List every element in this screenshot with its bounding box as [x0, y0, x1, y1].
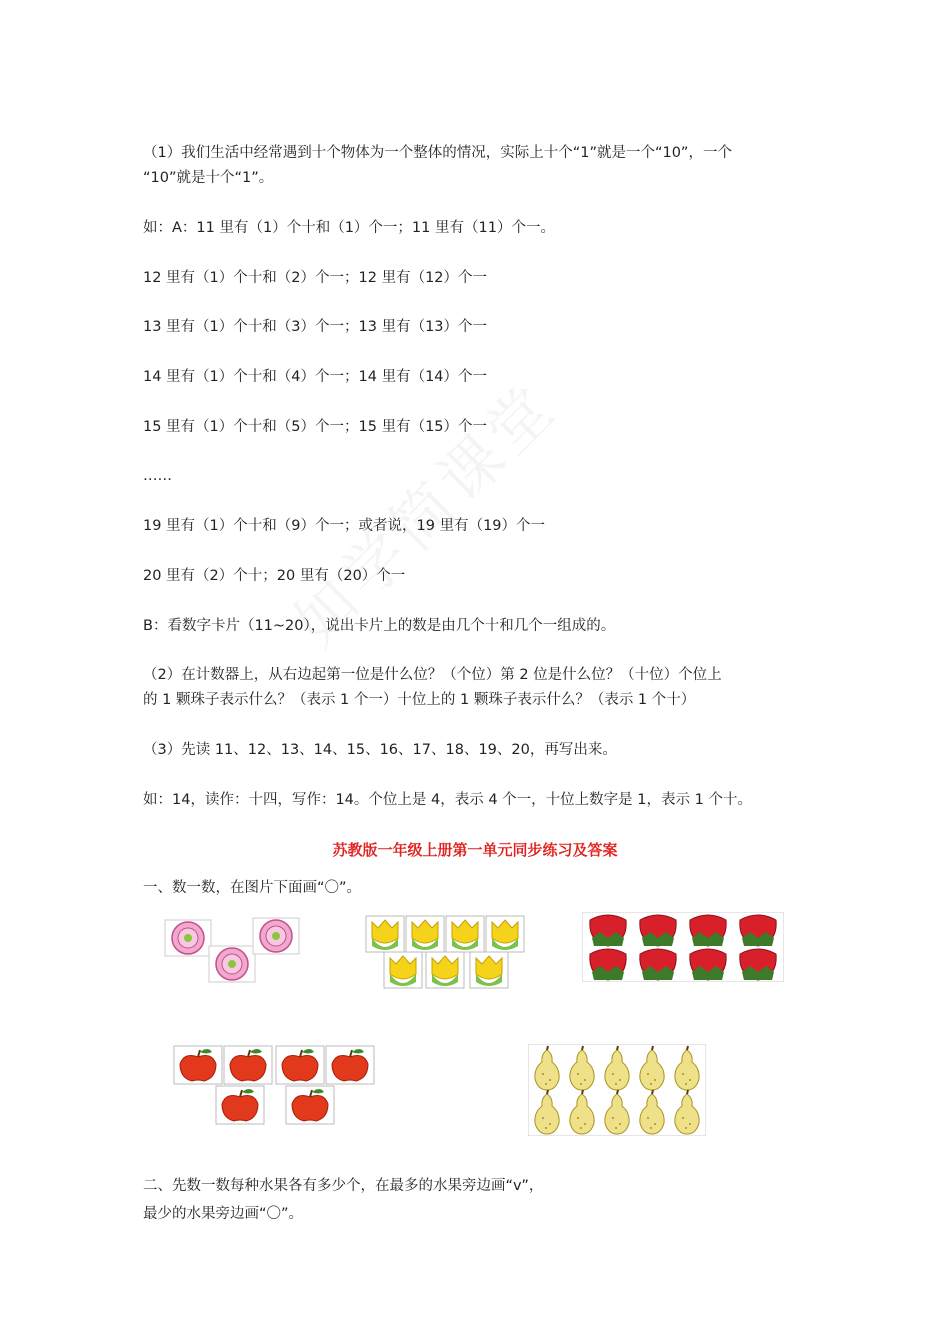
tulip-icon: [384, 952, 422, 988]
paragraph-3: （3）先读 11、12、13、14、15、16、17、18、19、20，再写出来。: [143, 742, 617, 758]
paragraph-2-line-1: （2）在计数器上，从右边起第一位是什么位？（个位）第 2 位是什么位？（十位）个位上: [143, 667, 722, 683]
strawberry-group: [582, 912, 784, 982]
question-2-line-1: 二、先数一数每种水果各有多少个，在最多的水果旁边画“v”，: [143, 1178, 544, 1194]
apple-icon: [216, 1086, 264, 1124]
tulip-icon: [406, 916, 444, 952]
tulip-icon: [366, 916, 404, 952]
question-1: 一、数一数，在图片下面画“〇”。: [143, 880, 362, 896]
flower-icon: [253, 918, 299, 954]
ellipsis: ……: [143, 468, 172, 484]
strawberry-icon: [640, 915, 676, 946]
example-13: 13 里有（1）个十和（3）个一；13 里有（13）个一: [143, 319, 488, 335]
flower-icon: [209, 946, 255, 982]
section-title: 苏教版一年级上册第一单元同步练习及答案: [332, 841, 618, 859]
paragraph-2-line-2: 的 1 颗珠子表示什么？（表示 1 个一）十位上的 1 颗珠子表示什么？（表示 1 个十）: [143, 692, 696, 708]
apple-icon: [276, 1046, 324, 1084]
paragraph-1-line-1: （1）我们生活中经常遇到十个物体为一个整体的情况，实际上十个“1”就是一个“10”，一个: [143, 145, 732, 161]
strawberry-icon: [590, 949, 626, 980]
apple-icon: [286, 1086, 334, 1124]
pear-group: [528, 1044, 706, 1136]
example-20: 20 里有（2）个十；20 里有（20）个一: [143, 568, 406, 584]
apple-group: [172, 1044, 376, 1126]
tulip-icon: [486, 916, 524, 952]
example-14: 14 里有（1）个十和（4）个一；14 里有（14）个一: [143, 369, 488, 385]
example-15: 15 里有（1）个十和（5）个一；15 里有（15）个一: [143, 419, 488, 435]
example-12: 12 里有（1）个十和（2）个一；12 里有（12）个一: [143, 270, 488, 286]
strawberry-icon: [690, 915, 726, 946]
strawberry-icon: [740, 949, 776, 980]
flower-icon: [165, 920, 211, 956]
strawberry-icon: [640, 949, 676, 980]
paragraph-3-example: 如：14，读作：十四，写作：14。个位上是 4，表示 4 个一，十位上数字是 1，表示 1 个十。: [143, 792, 752, 808]
paragraph-1-line-2: “10”就是十个“1”。: [143, 170, 274, 186]
flower-group: [163, 916, 303, 984]
strawberry-icon: [740, 915, 776, 946]
apple-icon: [174, 1046, 222, 1084]
apple-icon: [326, 1046, 374, 1084]
strawberry-icon: [690, 949, 726, 980]
tulip-icon: [446, 916, 484, 952]
example-19: 19 里有（1）个十和（9）个一；或者说，19 里有（19）个一: [143, 518, 546, 534]
example-b: B：看数字卡片（11~20），说出卡片上的数是由几个十和几个一组成的。: [143, 618, 616, 634]
example-a: 如：A：11 里有（1）个十和（1）个一；11 里有（11）个一。: [143, 220, 555, 236]
question-2-line-2: 最少的水果旁边画“〇”。: [143, 1206, 304, 1222]
apple-icon: [224, 1046, 272, 1084]
tulip-icon: [426, 952, 464, 988]
tulip-group: [364, 914, 528, 990]
tulip-icon: [470, 952, 508, 988]
strawberry-icon: [590, 915, 626, 946]
